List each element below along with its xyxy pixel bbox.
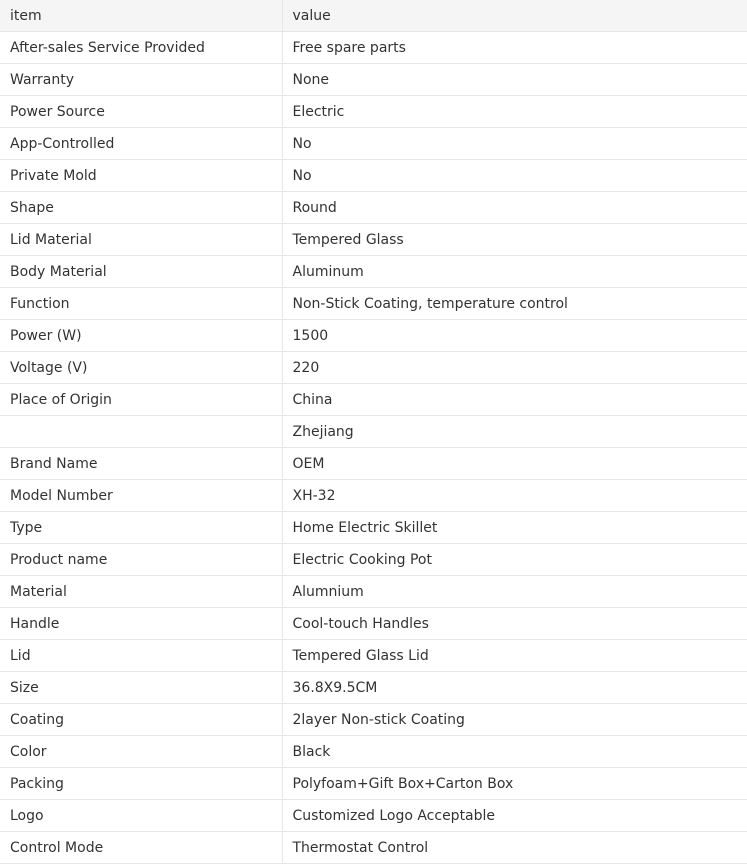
value-cell: None (282, 64, 747, 96)
value-cell: No (282, 160, 747, 192)
item-cell: Lid (0, 640, 282, 672)
item-cell: Voltage (V) (0, 352, 282, 384)
table-row (0, 480, 747, 512)
value-cell: Tempered Glass (282, 224, 747, 256)
item-cell: Handle (0, 608, 282, 640)
value-cell: China (282, 384, 747, 416)
item-cell: Model Number (0, 480, 282, 512)
table-row (0, 192, 747, 224)
value-cell: Thermostat Control (282, 832, 747, 864)
table-row (0, 224, 747, 256)
item-cell: Private Mold (0, 160, 282, 192)
value-cell: 220 (282, 352, 747, 384)
item-cell: Lid Material (0, 224, 282, 256)
item-cell: App-Controlled (0, 128, 282, 160)
table-row (0, 640, 747, 672)
item-cell: Coating (0, 704, 282, 736)
item-cell: After-sales Service Provided (0, 32, 282, 64)
table-row (0, 96, 747, 128)
table-row (0, 256, 747, 288)
value-cell: Cool-touch Handles (282, 608, 747, 640)
table-row (0, 608, 747, 640)
value-cell: Zhejiang (282, 416, 747, 448)
table-row (0, 576, 747, 608)
item-cell: Power (W) (0, 320, 282, 352)
item-cell (0, 416, 282, 448)
table-row (0, 288, 747, 320)
item-cell: Size (0, 672, 282, 704)
item-cell: Function (0, 288, 282, 320)
table-row (0, 320, 747, 352)
value-cell: 1500 (282, 320, 747, 352)
value-cell: Black (282, 736, 747, 768)
item-cell: Packing (0, 768, 282, 800)
item-cell: Type (0, 512, 282, 544)
table-row (0, 672, 747, 704)
table-row (0, 448, 747, 480)
value-cell: Non-Stick Coating, temperature control (282, 288, 747, 320)
item-cell: Brand Name (0, 448, 282, 480)
value-cell: Alumnium (282, 576, 747, 608)
table-row (0, 512, 747, 544)
table-row (0, 352, 747, 384)
item-cell: Place of Origin (0, 384, 282, 416)
table-row (0, 800, 747, 832)
item-cell: Product name (0, 544, 282, 576)
value-cell: Polyfoam+Gift Box+Carton Box (282, 768, 747, 800)
item-cell: Color (0, 736, 282, 768)
item-cell: Body Material (0, 256, 282, 288)
table-row (0, 32, 747, 64)
table-row (0, 384, 747, 416)
table-row (0, 544, 747, 576)
table-row (0, 768, 747, 800)
value-cell: Home Electric Skillet (282, 512, 747, 544)
item-cell: Warranty (0, 64, 282, 96)
table-row (0, 832, 747, 864)
header-item-cell: item (0, 0, 282, 32)
value-cell: Customized Logo Acceptable (282, 800, 747, 832)
item-cell: Shape (0, 192, 282, 224)
table-row (0, 736, 747, 768)
item-cell: Material (0, 576, 282, 608)
value-cell: OEM (282, 448, 747, 480)
table-row (0, 416, 747, 448)
value-cell: Electric Cooking Pot (282, 544, 747, 576)
table-row (0, 704, 747, 736)
value-cell: 2layer Non-stick Coating (282, 704, 747, 736)
value-cell: Round (282, 192, 747, 224)
value-cell: Tempered Glass Lid (282, 640, 747, 672)
header-value-cell: value (282, 0, 747, 32)
value-cell: No (282, 128, 747, 160)
table-row (0, 160, 747, 192)
value-cell: XH-32 (282, 480, 747, 512)
item-cell: Power Source (0, 96, 282, 128)
value-cell: Electric (282, 96, 747, 128)
table-header-row (0, 0, 747, 32)
table-row (0, 64, 747, 96)
value-cell: Aluminum (282, 256, 747, 288)
value-cell: Free spare parts (282, 32, 747, 64)
item-cell: Logo (0, 800, 282, 832)
item-cell: Control Mode (0, 832, 282, 864)
value-cell: 36.8X9.5CM (282, 672, 747, 704)
table-row (0, 128, 747, 160)
